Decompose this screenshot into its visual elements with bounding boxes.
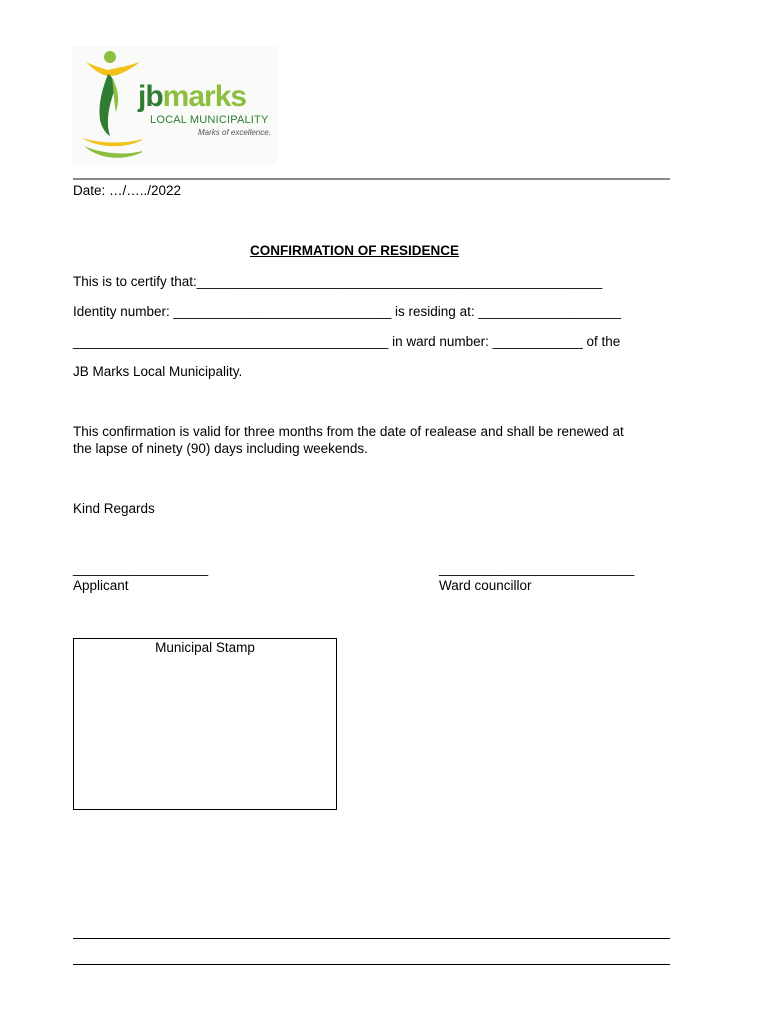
footer-rule-1	[73, 938, 670, 939]
date-line: Date: …/…../2022	[73, 183, 182, 198]
stamp-label: Municipal Stamp	[155, 640, 255, 655]
logo-tagline: Marks of excellence.	[198, 128, 271, 137]
footer-rule-2	[73, 964, 670, 965]
municipality-logo	[72, 46, 277, 164]
logo-figure-icon	[72, 46, 142, 164]
identity-line: Identity number: _____________________________ is residing at: ___________________	[73, 304, 621, 319]
logo-brand: jbmarks	[138, 80, 247, 113]
municipality-line: JB Marks Local Municipality.	[73, 364, 243, 379]
validity-text-line-2: the lapse of ninety (90) days including weekends.	[73, 441, 368, 456]
validity-text-line-1: This confirmation is valid for three months from the date of realease and shall be renewed at	[73, 424, 624, 439]
municipal-stamp-box	[73, 638, 337, 810]
logo-subtitle: LOCAL MUNICIPALITY	[150, 114, 269, 126]
applicant-label: Applicant	[73, 578, 129, 593]
councillor-signature-line: __________________________	[439, 561, 635, 576]
closing-text: Kind Regards	[73, 501, 155, 516]
ward-line: __________________________________________ in ward number: ____________ of the	[73, 334, 621, 349]
applicant-signature-line: __________________	[73, 561, 209, 576]
header-rule	[73, 178, 670, 180]
document-title: CONFIRMATION OF RESIDENCE	[250, 243, 459, 258]
councillor-label: Ward councillor	[439, 578, 532, 593]
certify-line: This is to certify that:______________________________________________________	[73, 274, 603, 289]
